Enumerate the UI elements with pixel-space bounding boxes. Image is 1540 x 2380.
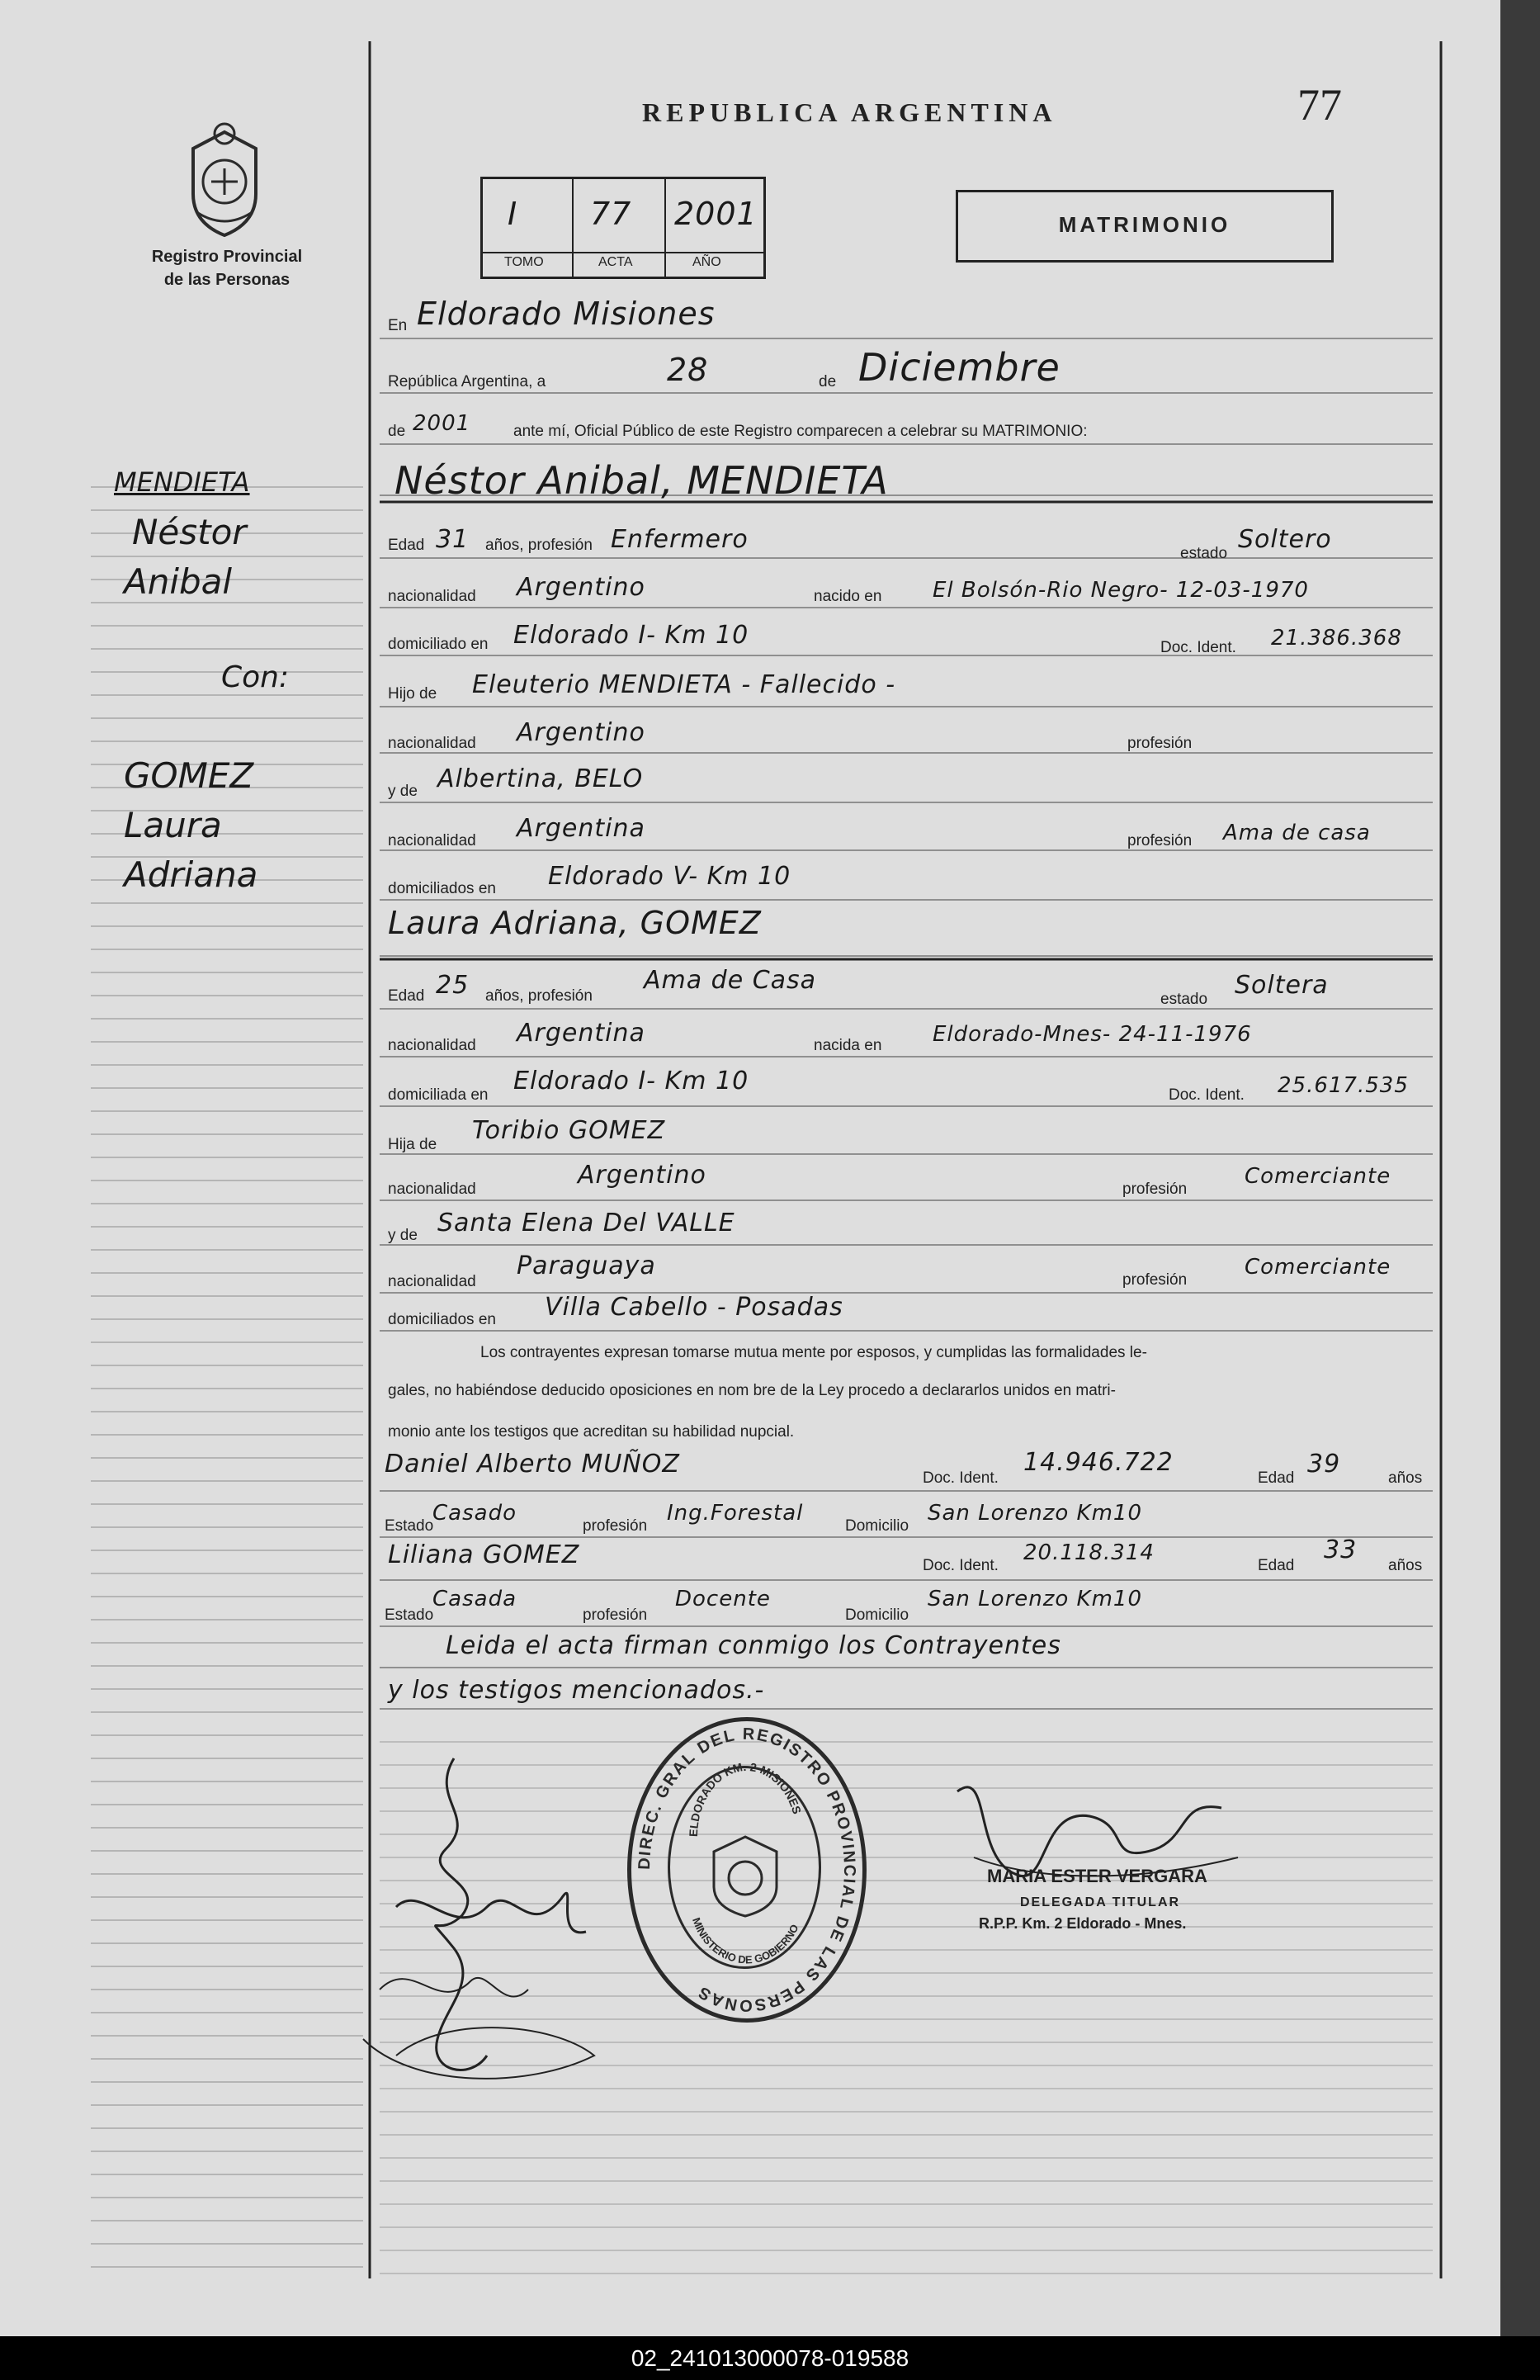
image-caption: 02_241013000078-019588 (0, 2336, 1540, 2380)
stamp-ring-text (631, 1721, 862, 2018)
bride-nacionalidad: Argentina (517, 1019, 645, 1048)
groom-father-nac: Argentino (517, 718, 645, 747)
margin-groom-name2: Anibal (124, 561, 233, 602)
republica-label: República Argentina, a (388, 373, 546, 390)
groom-mother-nac-label: nacionalidad (388, 832, 476, 849)
svg-text:ELDORADO KM. 2 MISIONES (687, 1760, 804, 1837)
witness1-profesion: Ing.Forestal (667, 1501, 804, 1526)
witness2-domicilio-label: Domicilio (845, 1606, 909, 1624)
witness2-profesion: Docente (675, 1587, 771, 1611)
bride-parents-dom: Villa Cabello - Posadas (545, 1293, 843, 1322)
month-de-label: de (819, 373, 837, 390)
witness1-profesion-label: profesión (583, 1517, 648, 1535)
official-name: MARIA ESTER VERGARA (987, 1866, 1207, 1886)
witness1-domicilio: San Lorenzo Km10 (928, 1501, 1143, 1526)
official-title: DELEGADA TITULAR (1020, 1895, 1181, 1909)
groom-parents-dom: Eldorado V- Km 10 (548, 862, 791, 891)
margin-bride-surname: GOMEZ (124, 755, 254, 796)
witness1-estado-label: Estado (385, 1517, 434, 1535)
margin-bride-name1: Laura (124, 805, 222, 845)
margin-groom-name1: Néstor (132, 512, 247, 552)
year-de-label: de (388, 423, 406, 440)
margin-groom-surname: MENDIETA (114, 466, 250, 498)
record-reference-box (480, 177, 766, 279)
bride-nacida-label: nacida en (814, 1037, 882, 1054)
appearance-statement: ante mí, Oficial Público de este Registro comparecen a celebrar su MATRIMONIO: (513, 423, 1088, 440)
groom-edad-label: Edad (388, 537, 425, 554)
witness1-edad-label: Edad (1258, 1469, 1295, 1487)
official-circular-stamp (627, 1717, 867, 2023)
bride-edad-label: Edad (388, 987, 425, 1005)
declaration-line2: gales, no habiéndose deducido oposiciones en nom bre de la Ley procedo a declararlos unidos en matri- (388, 1382, 1116, 1399)
page-number: 77 (1297, 80, 1342, 130)
margin-with: Con: (221, 660, 290, 694)
groom-profesion: Enfermero (611, 525, 749, 554)
bride-edad: 25 (436, 971, 470, 1000)
witness2-estado: Casada (432, 1587, 517, 1611)
bride-nacionalidad-label: nacionalidad (388, 1037, 476, 1054)
bride-y-de-label: y de (388, 1227, 418, 1244)
groom-parents-dom-label: domiciliados en (388, 880, 496, 897)
bride-mother-nac: Paraguaya (517, 1252, 656, 1280)
bride-father: Toribio GOMEZ (472, 1116, 666, 1145)
groom-edad: 31 (436, 525, 470, 554)
bride-mother-prof: Comerciante (1245, 1255, 1391, 1280)
bride-full-name: Laura Adriana, GOMEZ (388, 905, 762, 941)
witness1-domicilio-label: Domicilio (845, 1517, 909, 1535)
groom-nacido: El Bolsón-Rio Negro- 12-03-1970 (933, 578, 1309, 603)
bride-father-nac: Argentino (578, 1161, 706, 1190)
bride-mother: Santa Elena Del VALLE (437, 1209, 735, 1237)
year-value: 2001 (413, 411, 471, 436)
contracting-parties-signatures (347, 1742, 611, 2105)
closing-line1: Leida el acta firman conmigo los Contrayentes (446, 1631, 1061, 1660)
stamp-inner-text: ELDORADO KM. 2 MISIONES (686, 1759, 805, 1838)
groom-mother-prof-label: profesión (1127, 832, 1193, 849)
bride-profesion-label: años, profesión (485, 987, 593, 1005)
groom-hijo-label: Hijo de (388, 685, 437, 703)
witness1-estado: Casado (432, 1501, 517, 1526)
bride-estado-label: estado (1160, 991, 1208, 1008)
bride-father-prof: Comerciante (1245, 1164, 1391, 1189)
binding-edge (1500, 0, 1540, 2336)
svg-text:MINISTERIO DE GOBIERNO (690, 1916, 801, 1966)
stamp-outer-text: DIREC. GRAL DEL REGISTRO PROVINCIAL DE LAS PERSONAS (635, 1725, 859, 2015)
groom-profesion-label: años, profesión (485, 537, 593, 554)
tomo-label: TOMO (504, 255, 544, 269)
anio-value: 2001 (674, 196, 758, 232)
declaration-line1: Los contrayentes expresan tomarse mutua mente por esposos, y cumplidas las formalidades le- (480, 1344, 1147, 1361)
witness2-doc: 20.118.314 (1023, 1540, 1155, 1565)
bride-father-prof-label: profesión (1122, 1181, 1188, 1198)
groom-mother: Albertina, BELO (437, 764, 644, 793)
groom-nacionalidad-label: nacionalidad (388, 588, 476, 605)
margin-bride-name2: Adriana (124, 854, 258, 895)
month-value: Diciembre (858, 345, 1061, 390)
acta-label: ACTA (598, 255, 633, 269)
bride-father-nac-label: nacionalidad (388, 1181, 476, 1198)
witness2-edad: 33 (1324, 1535, 1358, 1564)
witness1-doc: 14.946.722 (1023, 1448, 1174, 1477)
groom-full-name: Néstor Anibal, MENDIETA (394, 458, 889, 503)
witness2-anos-label: años (1388, 1557, 1423, 1574)
witness1-doc-label: Doc. Ident. (923, 1469, 999, 1487)
document-type-box (956, 190, 1334, 263)
bride-doc-label: Doc. Ident. (1169, 1086, 1245, 1104)
declaration-line3: monio ante los testigos que acreditan su habilidad nupcial. (388, 1423, 795, 1441)
bride-nacida: Eldorado-Mnes- 24-11-1976 (933, 1022, 1252, 1047)
witness1-edad: 39 (1307, 1450, 1341, 1479)
bride-mother-prof-label: profesión (1122, 1271, 1188, 1289)
witness2-profesion-label: profesión (583, 1606, 648, 1624)
witness2-name: Liliana GOMEZ (388, 1540, 580, 1569)
day-value: 28 (667, 352, 709, 388)
official-office: R.P.P. Km. 2 Eldorado - Mnes. (979, 1915, 1187, 1932)
groom-domicilio-label: domiciliado en (388, 636, 489, 653)
bride-estado: Soltera (1235, 971, 1329, 1000)
groom-estado-label: estado (1180, 545, 1228, 562)
stamp-ministerio-text: MINISTERIO DE GOBIERNO (690, 1915, 801, 1966)
document-type: MATRIMONIO (1058, 212, 1231, 237)
groom-father-nac-label: nacionalidad (388, 735, 476, 752)
anio-label: AÑO (692, 255, 721, 269)
bride-domicilio: Eldorado I- Km 10 (513, 1067, 749, 1095)
country-heading: REPUBLICA ARGENTINA (642, 97, 1057, 127)
witness2-edad-label: Edad (1258, 1557, 1295, 1574)
groom-mother-prof: Ama de casa (1223, 821, 1371, 845)
bride-profesion: Ama de Casa (644, 966, 817, 995)
groom-doc-label: Doc. Ident. (1160, 639, 1236, 656)
bride-domicilio-label: domiciliada en (388, 1086, 489, 1104)
groom-doc: 21.386.368 (1271, 626, 1402, 651)
groom-estado: Soltero (1238, 525, 1332, 554)
bride-doc: 25.617.535 (1278, 1073, 1409, 1098)
acta-value: 77 (590, 196, 632, 232)
closing-line2: y los testigos mencionados.- (388, 1676, 765, 1705)
witness1-name: Daniel Alberto MUÑOZ (385, 1450, 680, 1479)
witness2-doc-label: Doc. Ident. (923, 1557, 999, 1574)
en-label: En (388, 317, 408, 334)
registry-name-line1: Registro Provincial (151, 248, 303, 266)
groom-nacido-label: nacido en (814, 588, 882, 605)
witness2-estado-label: Estado (385, 1606, 434, 1624)
witness2-domicilio: San Lorenzo Km10 (928, 1587, 1143, 1611)
bride-mother-nac-label: nacionalidad (388, 1273, 476, 1290)
groom-y-de-label: y de (388, 783, 418, 800)
groom-father-prof-label: profesión (1127, 735, 1193, 752)
registry-seal-logo (183, 116, 266, 239)
witness1-anos-label: años (1388, 1469, 1423, 1487)
tomo-value: I (508, 196, 518, 232)
groom-father: Eleuterio MENDIETA - Fallecido - (472, 670, 896, 699)
place-value: Eldorado Misiones (417, 296, 716, 332)
bride-parents-dom-label: domiciliados en (388, 1311, 496, 1328)
bride-hija-label: Hija de (388, 1136, 437, 1153)
registry-name-line2: de las Personas (163, 271, 291, 289)
groom-mother-nac: Argentina (517, 814, 645, 843)
groom-domicilio: Eldorado I- Km 10 (513, 621, 749, 650)
groom-nacionalidad: Argentino (517, 573, 645, 602)
